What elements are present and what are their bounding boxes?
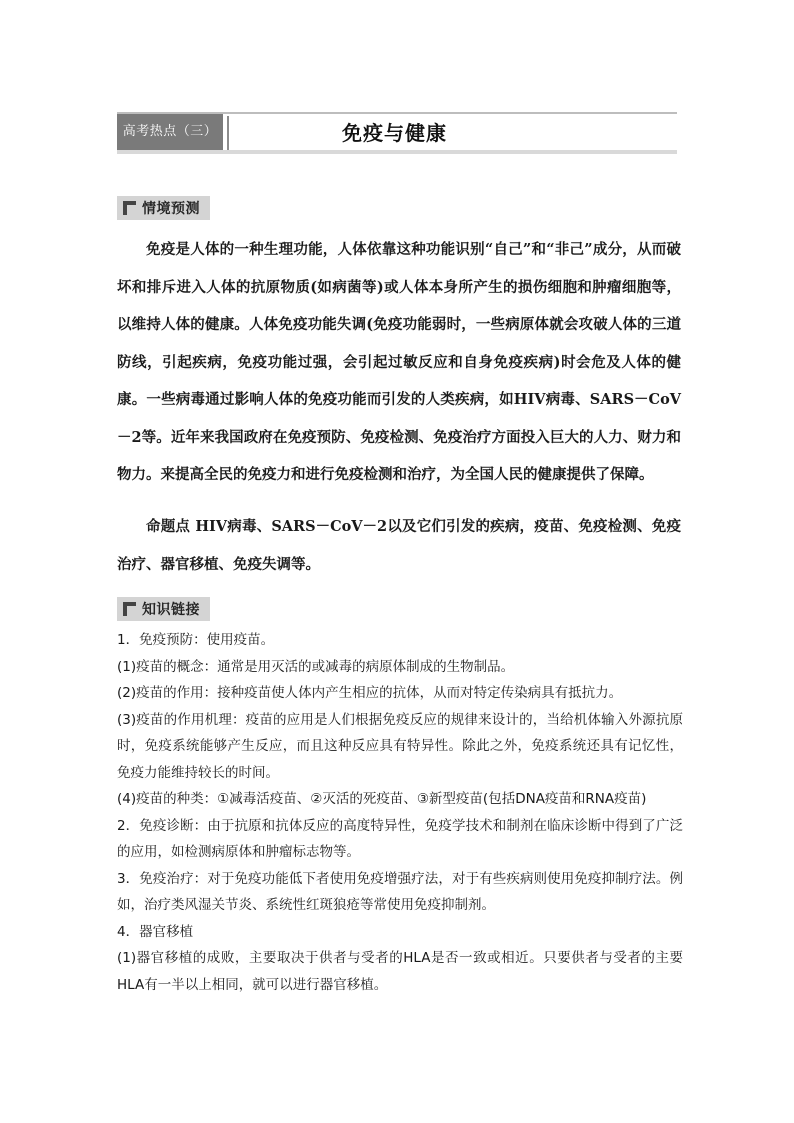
list-item: (3)疫苗的作用机理：疫苗的应用是人们根据免疫反应的规律来设计的，当给机体输入外源抗原时，免疫系统能够产生反应，而且这种反应具有特异性。除此之外，免疫系统还具有记忆性，免疫力能维持较长的时间。: [117, 711, 683, 781]
banner-bottom-rule: [117, 150, 677, 154]
section-heading-knowledge: [117, 597, 210, 621]
section-heading-scenario: [117, 196, 210, 220]
list-item: (1)疫苗的概念：通常是用灭活的或减毒的病原体制成的生物制品。: [117, 658, 515, 675]
knowledge-list: [117, 627, 683, 998]
chapter-banner: [117, 112, 677, 152]
list-item: 1．免疫预防：使用疫苗。: [117, 632, 275, 648]
banner-tag: 高考热点（三）: [117, 114, 223, 150]
intro-paragraph: 免疫是人体的一种生理功能，人体依靠这种功能识别“自己”和“非己”成分，从而破坏和排斥进入人体的抗原物质(如病菌等)或人体本身所产生的损伤细胞和肿瘤细胞等，以维持人体的健康。人体免疫功能失调(免疫功能弱时，一些病原体就会攻破人体的三道防线，引起疾病，免疫功能过强，会引起过敏反应和自身免疫疾病)时会危及人体的健康。一些病毒通过影响人体的免疫功能而引发的人类疾病，如HIV病毒、SARS－CoV－2等。近年来我国政府在免疫预防、免疫检测、免疫治疗方面投入巨大的人力、财力和物力。来提高全民的免疫力和进行免疫检测和治疗，为全国人民的健康提供了保障。: [117, 241, 681, 483]
list-item: (2)疫苗的作用：接种疫苗使人体内产生相应的抗体，从而对特定传染病具有抵抗力。: [117, 685, 623, 701]
section-bracket-icon: [123, 201, 136, 215]
section-label: 知识链接: [142, 602, 200, 618]
list-item: 4．器官移植: [117, 923, 194, 940]
section-bracket-icon: [123, 602, 136, 616]
list-item: (4)疫苗的种类：①减毒活疫苗、②灭活的死疫苗、③新型疫苗(包括DNA疫苗和RNA疫苗): [117, 791, 647, 807]
intro-exam-points: 命题点 HIV病毒、SARS－CoV－2以及它们引发的疾病，疫苗、免疫检测、免疫治疗、器官移植、免疫失调等。: [117, 518, 681, 573]
list-item: (1)器官移植的成败，主要取决于供者与受者的HLA是否一致或相近。只要供者与受者的主要HLA有一半以上相同，就可以进行器官移植。: [117, 950, 683, 993]
banner-separator: [227, 116, 229, 150]
page-title: 免疫与健康: [342, 121, 447, 145]
section-label: 情境预测: [142, 201, 200, 217]
list-item: 2．免疫诊断：由于抗原和抗体反应的高度特异性，免疫学技术和制剂在临床诊断中得到了广泛的应用，如检测病原体和肿瘤标志物等。: [117, 817, 683, 860]
list-item: 3．免疫治疗：对于免疫功能低下者使用免疫增强疗法，对于有些疾病则使用免疫抑制疗法。例如，治疗类风湿关节炎、系统性红斑狼疮等常使用免疫抑制剂。: [117, 870, 683, 913]
